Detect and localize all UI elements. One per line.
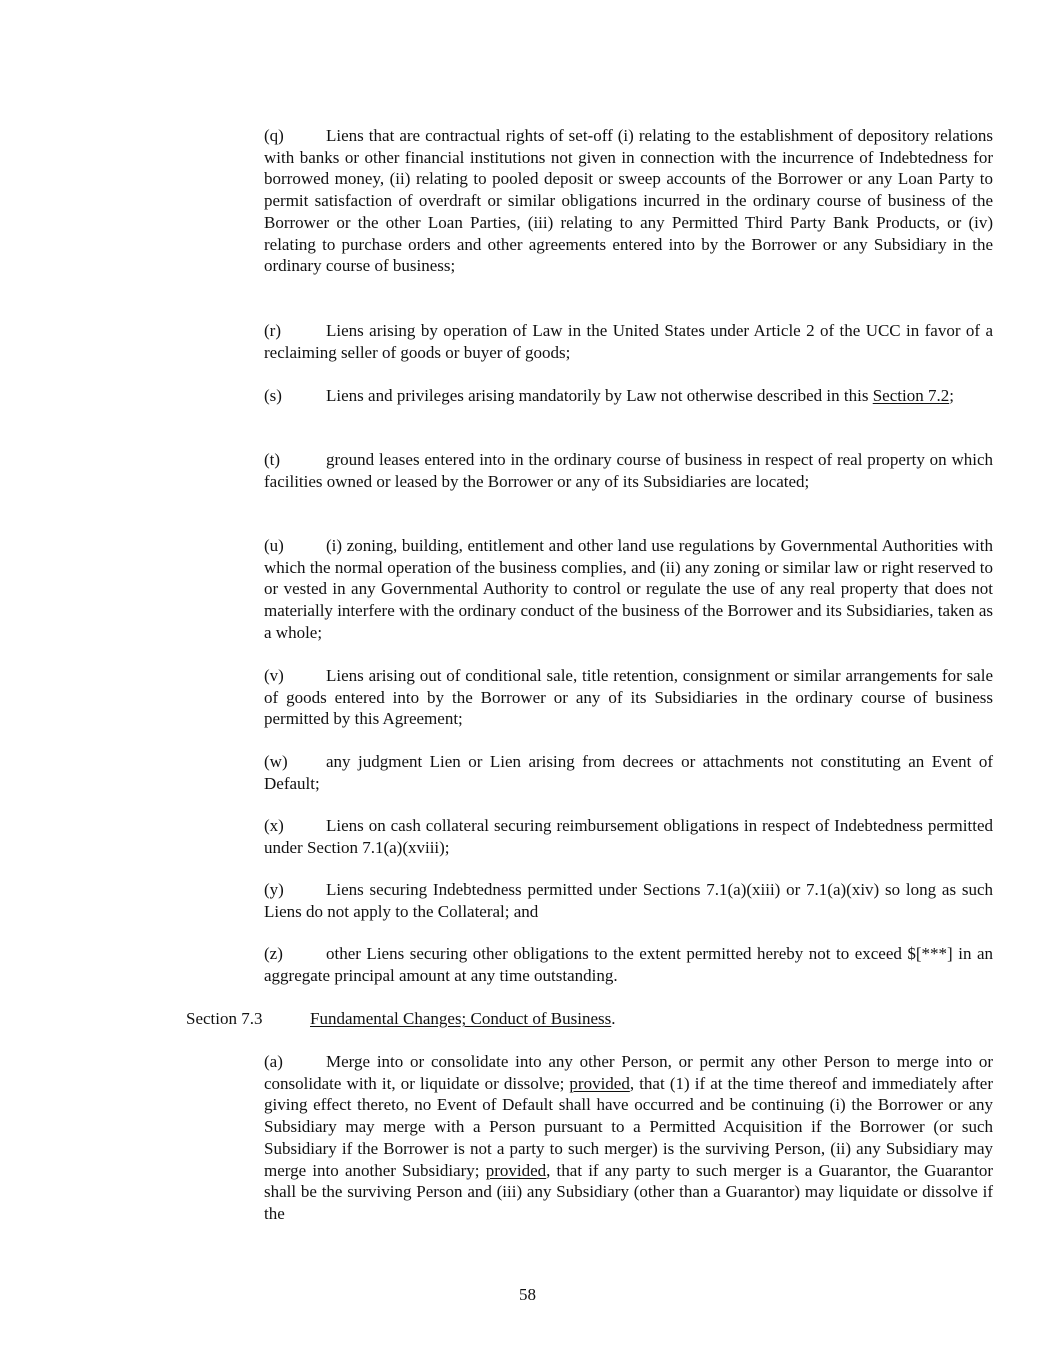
paragraph-text: (i) zoning, building, entitlement and other land use regulations by Governmental Authorities with which the normal operation of the business complies, and (ii) any zoning or similar law or right reserved to or vested in any Governmental Authority to control or regulate the use of any real property that does not materially interfere with the ordinary conduct of the business of the Borrower and its Subsidiaries, taken as a whole; — [264, 536, 993, 642]
paragraph-w — [202, 751, 993, 794]
paragraph-text: other Liens securing other obligations to the extent permitted hereby not to exceed $[***] in an aggregate principal amount at any time outstanding. — [264, 944, 993, 985]
section-title-period: . — [611, 1009, 616, 1028]
paragraph-label: (a) — [264, 1052, 283, 1071]
paragraph-text: , that if any party to such merger is a Guarantor, the Guarantor shall be the surviving Person and (iii) any Subsidiary (other than a Guarantor) may liquidate or dissolve if the — [264, 1160, 993, 1223]
paragraph-a — [202, 1051, 993, 1225]
provided-term: provided — [569, 1073, 630, 1093]
paragraph-text: Liens securing Indebtedness permitted under Sections 7.1(a)(xiii) or 7.1(a)(xiv) so long as such Liens do not apply to the Collateral; and — [264, 880, 993, 921]
paragraph-label: (v) — [264, 666, 284, 685]
paragraph-u — [202, 535, 993, 644]
paragraph-label: (z) — [264, 944, 283, 963]
paragraph-text: , that (1) if at the time thereof and immediately after giving effect thereto, no Event of Default shall have occurred and be continuing (i) the Borrower or any Subsidiary may merge with a Person pursuant to a Permitted Acquisition if the Borrower (or such Subsidiary if the Borrower is not a party to such merger) is the surviving Person, (ii) any Subsidiary may merge into another Subsidiary; — [264, 1073, 993, 1180]
paragraph-text: Liens and privileges arising mandatorily by Law not otherwise described in this — [326, 386, 873, 405]
paragraph-r — [202, 320, 993, 363]
paragraph-text: Liens arising out of conditional sale, title retention, consignment or similar arrangements for sale of goods entered into by the Borrower or any of its Subsidiaries in the ordinary course of business permitted by this Agreement; — [264, 666, 993, 729]
section-number: Section 7.3 — [186, 1009, 263, 1028]
paragraph-text: any judgment Lien or Lien arising from decrees or attachments not constituting an Event of Default; — [264, 752, 993, 793]
paragraph-z — [202, 943, 993, 986]
paragraph-text: Liens arising by operation of Law in the United States under Article 2 of the UCC in favor of a reclaiming seller of goods or buyer of goods; — [264, 321, 993, 362]
paragraph-label: (w) — [264, 752, 288, 771]
paragraph-label: (y) — [264, 880, 284, 899]
paragraph-v — [202, 665, 993, 730]
paragraph-label: (s) — [264, 386, 282, 405]
paragraph-y — [202, 879, 993, 922]
paragraph-label: (t) — [264, 450, 281, 469]
paragraph-label: (u) — [264, 536, 284, 555]
paragraph-text: ground leases entered into in the ordinary course of business in respect of real property on which facilities owned or leased by the Borrower or any of its Subsidiaries are located; — [264, 450, 993, 491]
provided-term: provided — [485, 1160, 547, 1180]
paragraph-label: (r) — [264, 321, 281, 340]
paragraph-t — [202, 449, 993, 492]
paragraph-x — [202, 815, 993, 858]
paragraph-q — [202, 125, 993, 277]
paragraph-text-end: ; — [949, 386, 954, 405]
section-heading — [186, 1008, 616, 1030]
paragraph-text: Liens on cash collateral securing reimbursement obligations in respect of Indebtedness permitted under Section 7.1(a)(xviii); — [264, 816, 993, 857]
page-number: 58 — [519, 1285, 536, 1304]
paragraph-label: (q) — [264, 126, 284, 145]
paragraph-s — [202, 385, 993, 407]
paragraph-label: (x) — [264, 816, 284, 835]
paragraph-text: Merge into or consolidate into any other Person, or permit any other Person to merge into or consolidate with it, or liquidate or dissolve; — [264, 1052, 993, 1093]
section-title: Fundamental Changes; Conduct of Business — [310, 1009, 612, 1028]
paragraph-text: Liens that are contractual rights of set-off (i) relating to the establishment of depository relations with banks or other financial institutions not given in connection with the incurrence of Indebtedness for borrowed money, (ii) relating to pooled deposit or sweep accounts of the Borrower or any Loan Party to permit satisfaction of overdraft or similar obligations incurred in the ordinary course of business of the Borrower or the other Loan Parties, (iii) relating to any Permitted Third Party Bank Products, or (iv) relating to purchase orders and other agreements entered into by the Borrower or any Subsidiary in the ordinary course of business; — [264, 126, 993, 276]
section-7-2-reference: Section 7.2 — [872, 386, 950, 405]
